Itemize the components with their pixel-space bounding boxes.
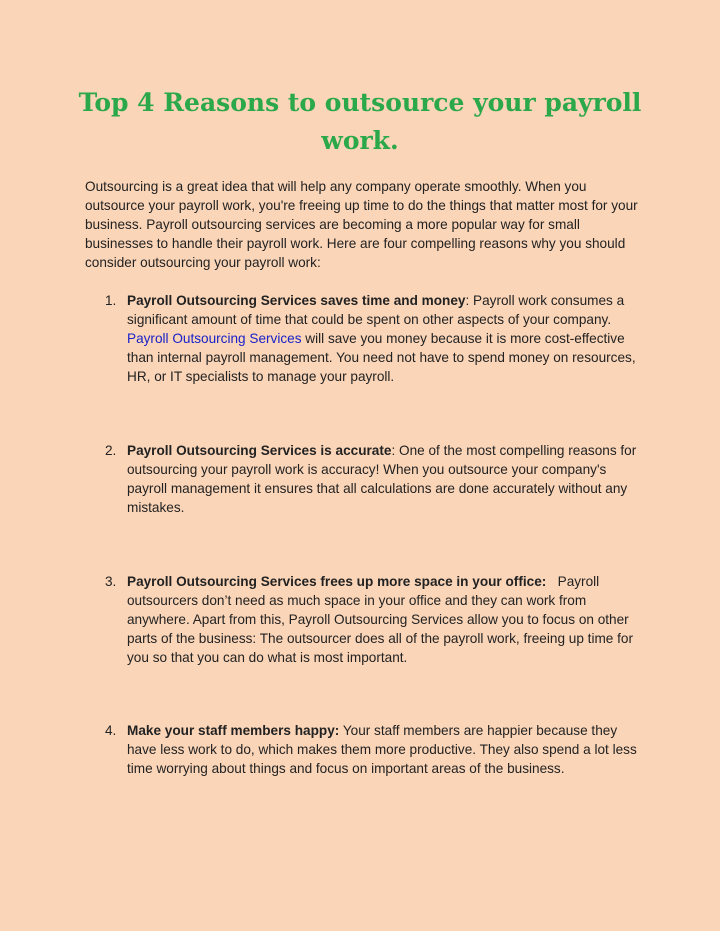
list-item-text: Your staff members are happier because they have less work to do, which makes them more productive. They also spend a lot less time worrying about things and focus on important areas of the business. xyxy=(127,723,637,776)
list-item-number: 3. xyxy=(105,574,117,589)
list-item-number: 2. xyxy=(105,443,117,458)
list-item-body xyxy=(127,441,637,517)
list-item-text: Payroll work consumes a significant amount of time that could be spent on other aspects of your company. xyxy=(127,293,625,327)
list-item-text-continued: will save you money because it is more cost-effective than internal payroll management. You need not have to spend money on resources, HR, or IT specialists to manage your payroll. xyxy=(127,331,636,384)
list-item-heading: Payroll Outsourcing Services is accurate xyxy=(127,443,392,458)
list-item-number: 4. xyxy=(105,723,117,738)
list-item-number: 1. xyxy=(105,293,117,308)
list-item-text: One of the most compelling reasons for outsourcing your payroll work is accuracy! When you outsource your company's payroll management it ensures that all calculations are done accurately without any mistakes. xyxy=(127,443,637,515)
list-item-heading: Make your staff members happy: xyxy=(127,723,340,738)
intro-paragraph: Outsourcing is a great idea that will help any company operate smoothly. When you outsource your payroll work, you're freeing up time to do the things that matter most for your business. Payroll outsourcing services are becoming a more popular way for small businesses to handle their payroll work. Here are four compelling reasons why you should consider outsourcing your payroll work: xyxy=(85,179,638,270)
list-item-text: Payroll outsourcers don’t need as much space in your office and they can work from anywhere. Apart from this, Payroll Outsourcing Services allow you to focus on other parts of the business: The outsourcer does all of the payroll work, freeing up time for you so that you can do what is most important. xyxy=(127,574,634,665)
payroll-outsourcing-services-link[interactable]: Payroll Outsourcing Services xyxy=(127,331,302,346)
list-item-body xyxy=(127,572,637,667)
list-item-separator: : xyxy=(391,443,400,458)
list-item-heading: Payroll Outsourcing Services frees up more space in your office: xyxy=(127,574,547,589)
list-item-separator xyxy=(546,574,557,589)
list-item-body xyxy=(127,291,637,386)
list-item-body xyxy=(127,721,637,778)
list-item-separator: : xyxy=(465,293,474,308)
list-item-heading: Payroll Outsourcing Services saves time and money xyxy=(127,293,466,308)
document-title: Top 4 Reasons to outsource your payroll work. xyxy=(78,88,642,155)
